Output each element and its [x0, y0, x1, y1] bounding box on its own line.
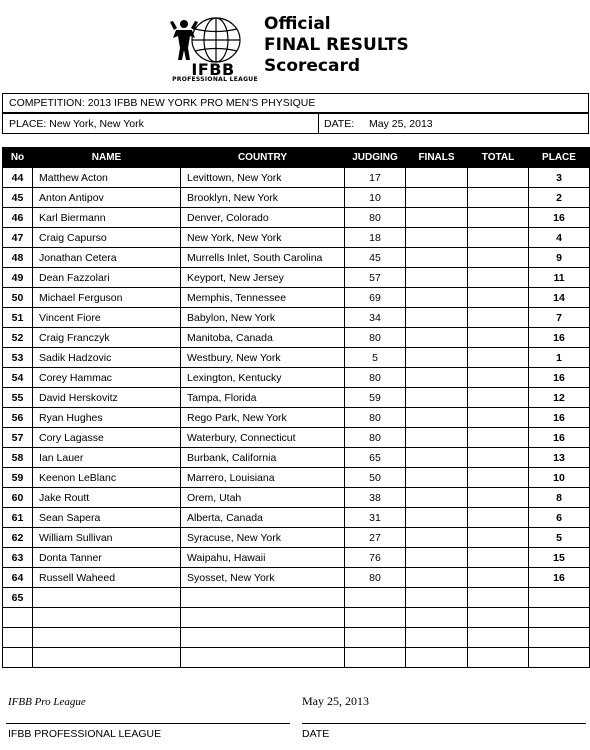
cell-judging: 5 — [345, 348, 406, 368]
place-value: New York, New York — [49, 118, 144, 130]
place-date-box — [2, 113, 589, 134]
table-row — [3, 628, 590, 648]
cell-total — [468, 288, 529, 308]
cell-name: Anton Antipov — [33, 188, 181, 208]
cell-finals — [406, 288, 468, 308]
cell-place: 16 — [529, 208, 590, 228]
table-row — [3, 168, 590, 188]
cell-no: 60 — [3, 488, 33, 508]
cell-no: 47 — [3, 228, 33, 248]
cell-finals — [406, 548, 468, 568]
table-row — [3, 328, 590, 348]
cell-total — [468, 408, 529, 428]
cell-country: Syosset, New York — [181, 568, 345, 588]
cell-judging — [345, 628, 406, 648]
table-row — [3, 308, 590, 328]
date-label: DATE: — [324, 118, 355, 130]
cell-total — [468, 448, 529, 468]
date-line — [302, 723, 586, 724]
cell-finals — [406, 468, 468, 488]
cell-finals — [406, 208, 468, 228]
cell-name — [33, 588, 181, 608]
signature-line — [6, 723, 290, 724]
cell-no: 49 — [3, 268, 33, 288]
cell-no: 54 — [3, 368, 33, 388]
divider — [318, 114, 319, 133]
cell-place: 15 — [529, 548, 590, 568]
cell-total — [468, 388, 529, 408]
cell-judging — [345, 608, 406, 628]
cell-no: 56 — [3, 408, 33, 428]
cell-total — [468, 208, 529, 228]
cell-finals — [406, 188, 468, 208]
cell-total — [468, 268, 529, 288]
cell-place: 16 — [529, 328, 590, 348]
cell-judging: 59 — [345, 388, 406, 408]
cell-total — [468, 368, 529, 388]
cell-no — [3, 628, 33, 648]
header-total: TOTAL — [468, 148, 529, 168]
cell-name: Karl Biermann — [33, 208, 181, 228]
table-row — [3, 368, 590, 388]
cell-no: 52 — [3, 328, 33, 348]
cell-no: 45 — [3, 188, 33, 208]
cell-total — [468, 588, 529, 608]
cell-place: 10 — [529, 468, 590, 488]
cell-place — [529, 608, 590, 628]
table-row — [3, 208, 590, 228]
cell-no: 44 — [3, 168, 33, 188]
cell-judging: 80 — [345, 328, 406, 348]
cell-name: Dean Fazzolari — [33, 268, 181, 288]
cell-country: Denver, Colorado — [181, 208, 345, 228]
cell-name — [33, 628, 181, 648]
cell-name: Matthew Acton — [33, 168, 181, 188]
cell-judging: 38 — [345, 488, 406, 508]
table-row — [3, 488, 590, 508]
cell-judging: 80 — [345, 568, 406, 588]
cell-place: 14 — [529, 288, 590, 308]
cell-judging — [345, 588, 406, 608]
cell-finals — [406, 328, 468, 348]
table-row — [3, 568, 590, 588]
cell-total — [468, 548, 529, 568]
cell-place — [529, 648, 590, 668]
cell-judging: 76 — [345, 548, 406, 568]
cell-country: New York, New York — [181, 228, 345, 248]
title-line-2: FINAL RESULTS — [264, 35, 409, 55]
cell-finals — [406, 168, 468, 188]
cell-country: Waipahu, Hawaii — [181, 548, 345, 568]
cell-name: Vincent Fiore — [33, 308, 181, 328]
cell-country — [181, 628, 345, 648]
cell-total — [468, 468, 529, 488]
cell-total — [468, 568, 529, 588]
cell-place: 1 — [529, 348, 590, 368]
signature-caption: IFBB PROFESSIONAL LEAGUE — [8, 728, 162, 740]
competition-label: COMPETITION: — [9, 97, 85, 109]
cell-finals — [406, 308, 468, 328]
header-name: NAME — [33, 148, 181, 168]
cell-judging: 80 — [345, 368, 406, 388]
cell-judging: 69 — [345, 288, 406, 308]
cell-finals — [406, 428, 468, 448]
cell-finals — [406, 488, 468, 508]
logo-text: IFBB — [191, 60, 235, 79]
table-row — [3, 528, 590, 548]
table-row — [3, 248, 590, 268]
table-row — [3, 288, 590, 308]
cell-country: Levittown, New York — [181, 168, 345, 188]
cell-finals — [406, 608, 468, 628]
table-row — [3, 648, 590, 668]
cell-no: 61 — [3, 508, 33, 528]
cell-total — [468, 428, 529, 448]
cell-total — [468, 308, 529, 328]
cell-no: 46 — [3, 208, 33, 228]
table-row — [3, 468, 590, 488]
cell-judging: 57 — [345, 268, 406, 288]
cell-finals — [406, 508, 468, 528]
cell-name: Cory Lagasse — [33, 428, 181, 448]
cell-name: Jonathan Cetera — [33, 248, 181, 268]
cell-country — [181, 648, 345, 668]
cell-name: Craig Capurso — [33, 228, 181, 248]
cell-country: Waterbury, Connecticut — [181, 428, 345, 448]
cell-name: Ian Lauer — [33, 448, 181, 468]
title-line-1: Official — [264, 14, 331, 34]
cell-country: Rego Park, New York — [181, 408, 345, 428]
logo-subtext: PROFESSIONAL LEAGUE — [172, 76, 258, 83]
cell-finals — [406, 408, 468, 428]
cell-name: Craig Franczyk — [33, 328, 181, 348]
cell-name: Michael Ferguson — [33, 288, 181, 308]
cell-no: 55 — [3, 388, 33, 408]
title-line-3: Scorecard — [264, 56, 361, 76]
cell-no — [3, 648, 33, 668]
cell-judging: 18 — [345, 228, 406, 248]
cell-finals — [406, 368, 468, 388]
cell-name: Ryan Hughes — [33, 408, 181, 428]
cell-place: 8 — [529, 488, 590, 508]
cell-finals — [406, 528, 468, 548]
cell-place: 12 — [529, 388, 590, 408]
header-place: PLACE — [529, 148, 590, 168]
cell-no: 53 — [3, 348, 33, 368]
cell-total — [468, 648, 529, 668]
cell-place: 16 — [529, 428, 590, 448]
cell-place: 16 — [529, 368, 590, 388]
cell-total — [468, 528, 529, 548]
cell-judging: 50 — [345, 468, 406, 488]
header-no: No — [3, 148, 33, 168]
scorecard-header — [0, 0, 590, 90]
cell-name — [33, 608, 181, 628]
cell-place: 9 — [529, 248, 590, 268]
header-country: COUNTRY — [181, 148, 345, 168]
table-row — [3, 388, 590, 408]
date-value: May 25, 2013 — [369, 118, 433, 130]
cell-finals — [406, 628, 468, 648]
cell-place: 13 — [529, 448, 590, 468]
cell-judging: 80 — [345, 408, 406, 428]
cell-name — [33, 648, 181, 668]
cell-total — [468, 348, 529, 368]
cell-judging: 65 — [345, 448, 406, 468]
cell-finals — [406, 348, 468, 368]
cell-place: 6 — [529, 508, 590, 528]
cell-country: Manitoba, Canada — [181, 328, 345, 348]
cell-place: 5 — [529, 528, 590, 548]
table-row — [3, 508, 590, 528]
cell-no — [3, 608, 33, 628]
cell-finals — [406, 388, 468, 408]
cell-finals — [406, 228, 468, 248]
cell-name: Keenon LeBlanc — [33, 468, 181, 488]
scorecard-title — [264, 14, 409, 77]
cell-no: 62 — [3, 528, 33, 548]
cell-no: 57 — [3, 428, 33, 448]
cell-name: Sean Sapera — [33, 508, 181, 528]
competition-box — [2, 93, 589, 113]
cell-no: 65 — [3, 588, 33, 608]
cell-judging: 27 — [345, 528, 406, 548]
table-row — [3, 608, 590, 628]
cell-name: Donta Tanner — [33, 548, 181, 568]
table-row — [3, 428, 590, 448]
place-label: PLACE: — [9, 118, 47, 130]
place-field — [9, 114, 144, 134]
cell-country — [181, 588, 345, 608]
date-caption: DATE — [302, 728, 330, 740]
table-row — [3, 348, 590, 368]
cell-finals — [406, 568, 468, 588]
cell-country: Tampa, Florida — [181, 388, 345, 408]
cell-place: 16 — [529, 568, 590, 588]
cell-name: Corey Hammac — [33, 368, 181, 388]
cell-country: Westbury, New York — [181, 348, 345, 368]
cell-finals — [406, 588, 468, 608]
signed-date: May 25, 2013 — [302, 694, 369, 708]
cell-judging: 31 — [345, 508, 406, 528]
cell-no: 50 — [3, 288, 33, 308]
competition-value: 2013 IFBB NEW YORK PRO MEN'S PHYSIQUE — [87, 97, 316, 109]
cell-place: 3 — [529, 168, 590, 188]
cell-name: William Sullivan — [33, 528, 181, 548]
table-row — [3, 588, 590, 608]
cell-no: 51 — [3, 308, 33, 328]
cell-no: 48 — [3, 248, 33, 268]
header-finals: FINALS — [406, 148, 468, 168]
cell-no: 58 — [3, 448, 33, 468]
signature: IFBB Pro League — [8, 696, 86, 708]
header-judging: JUDGING — [345, 148, 406, 168]
cell-judging: 34 — [345, 308, 406, 328]
cell-country — [181, 608, 345, 628]
cell-place: 11 — [529, 268, 590, 288]
cell-country: Marrero, Louisiana — [181, 468, 345, 488]
cell-country: Syracuse, New York — [181, 528, 345, 548]
cell-total — [468, 188, 529, 208]
table-row — [3, 268, 590, 288]
cell-country: Memphis, Tennessee — [181, 288, 345, 308]
cell-country: Keyport, New Jersey — [181, 268, 345, 288]
cell-country: Lexington, Kentucky — [181, 368, 345, 388]
cell-name: Russell Waheed — [33, 568, 181, 588]
cell-place — [529, 628, 590, 648]
cell-name: Jake Routt — [33, 488, 181, 508]
cell-judging: 80 — [345, 428, 406, 448]
cell-finals — [406, 648, 468, 668]
cell-judging: 45 — [345, 248, 406, 268]
cell-finals — [406, 248, 468, 268]
cell-country: Burbank, California — [181, 448, 345, 468]
cell-total — [468, 508, 529, 528]
table-header-row — [3, 148, 590, 168]
cell-country: Orem, Utah — [181, 488, 345, 508]
cell-place: 7 — [529, 308, 590, 328]
cell-name: David Herskovitz — [33, 388, 181, 408]
cell-country: Murrells Inlet, South Carolina — [181, 248, 345, 268]
table-row — [3, 448, 590, 468]
table-row — [3, 228, 590, 248]
cell-country: Babylon, New York — [181, 308, 345, 328]
cell-total — [468, 228, 529, 248]
table-row — [3, 408, 590, 428]
cell-judging: 17 — [345, 168, 406, 188]
cell-name: Sadik Hadzovic — [33, 348, 181, 368]
cell-place: 2 — [529, 188, 590, 208]
cell-judging: 80 — [345, 208, 406, 228]
cell-finals — [406, 448, 468, 468]
cell-no: 59 — [3, 468, 33, 488]
table-row — [3, 188, 590, 208]
cell-judging — [345, 648, 406, 668]
cell-place — [529, 588, 590, 608]
cell-total — [468, 328, 529, 348]
cell-total — [468, 608, 529, 628]
cell-no: 64 — [3, 568, 33, 588]
cell-finals — [406, 268, 468, 288]
cell-no: 63 — [3, 548, 33, 568]
cell-total — [468, 628, 529, 648]
cell-judging: 10 — [345, 188, 406, 208]
cell-total — [468, 488, 529, 508]
cell-country: Alberta, Canada — [181, 508, 345, 528]
cell-place: 4 — [529, 228, 590, 248]
cell-total — [468, 248, 529, 268]
table-row — [3, 548, 590, 568]
cell-total — [468, 168, 529, 188]
results-table — [2, 147, 590, 668]
cell-place: 16 — [529, 408, 590, 428]
cell-country: Brooklyn, New York — [181, 188, 345, 208]
